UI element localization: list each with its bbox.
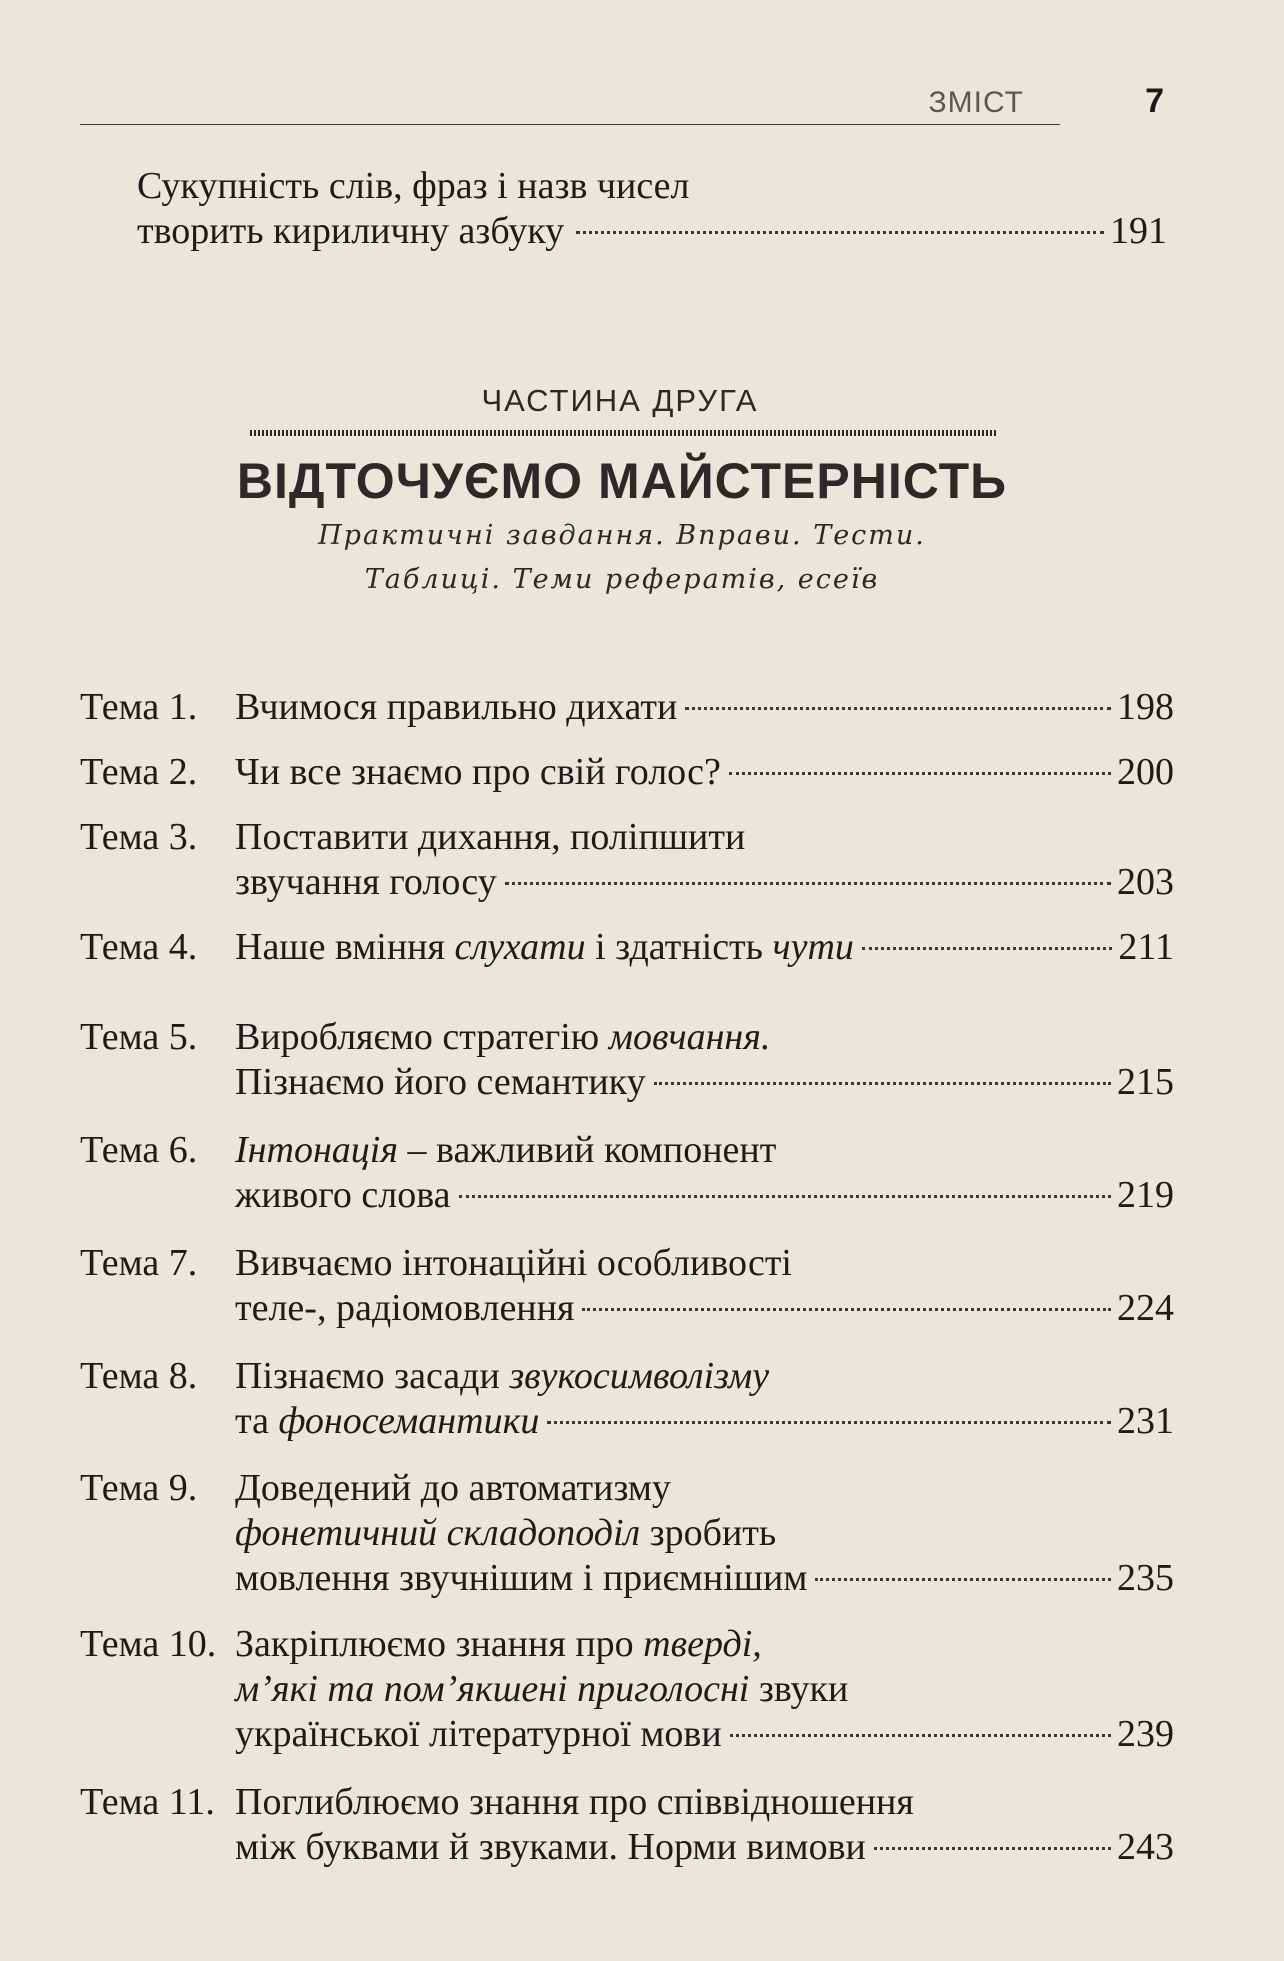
toc-entry-text [235, 1512, 776, 1554]
toc-entry-title [235, 1354, 1174, 1444]
emphasis-text: звукосимволізму [509, 1355, 770, 1397]
toc-entry-page: 211 [1118, 926, 1174, 968]
toc-entry-number: Тема 2. [80, 751, 198, 793]
part-label: ЧАСТИНА ДРУГА [481, 383, 759, 418]
toc-entry-number: Тема 1. [80, 686, 198, 728]
toc-entry-line-last [235, 1825, 1174, 1870]
toc-entry-title [235, 1780, 1174, 1870]
part-title: ВІДТОЧУЄМО МАЙСТЕРНІСТЬ [236, 453, 1008, 509]
part-subtitle [0, 514, 1244, 602]
toc-entry-page: 243 [1117, 1826, 1174, 1868]
toc-entry-line-last [235, 750, 1174, 795]
dot-leader [654, 1082, 1111, 1085]
toc-entry-text [235, 750, 721, 795]
toc-entry-text [235, 1399, 539, 1444]
toc-entry-text [235, 1712, 722, 1757]
toc-entry-line-last [235, 1060, 1174, 1105]
toc-entry-text [235, 685, 677, 730]
toc-entry-text [235, 1668, 848, 1710]
toc-entry-line-last [235, 1556, 1174, 1601]
toc-entry-text [235, 1242, 792, 1284]
toc-entry-text [235, 925, 854, 970]
toc-entry-text [235, 1060, 646, 1105]
toc-entry-page: 191 [1110, 210, 1167, 252]
toc-entry-title [235, 1622, 1174, 1757]
toc-entry-page: 224 [1117, 1287, 1174, 1329]
toc-entry-text: творить кириличну азбуку [137, 210, 565, 252]
plain-text: Закріплюємо знання про [235, 1623, 644, 1665]
section-title: ЗМІСТ [928, 86, 1024, 119]
toc-entry-line [235, 1780, 1174, 1825]
toc-entry-number: Тема 3. [80, 816, 198, 858]
toc-entry-text [235, 860, 497, 905]
toc-entry-page: 198 [1117, 686, 1174, 728]
plain-text: – важливий компонент [398, 1129, 777, 1171]
toc-entry-line-last [235, 1399, 1174, 1444]
plain-text: звуки [749, 1668, 849, 1710]
toc-entry-title [235, 815, 1174, 905]
plain-text: Вивчаємо інтонаційні особливості [235, 1242, 792, 1284]
toc-entry-line [235, 1667, 1174, 1712]
toc-entry-line-last [235, 860, 1174, 905]
toc-entry-page: 239 [1117, 1713, 1174, 1755]
running-header [80, 82, 1172, 126]
toc-entry-preceding [137, 164, 1167, 254]
toc-entry-number: Тема 11. [80, 1781, 215, 1823]
toc-entry-page: 231 [1117, 1400, 1174, 1442]
dot-leader [505, 882, 1111, 885]
header-rule [80, 124, 1060, 125]
plain-text: Виробляємо стратегію [235, 1016, 609, 1058]
dot-leader [582, 1308, 1111, 1311]
part-subtitle-line: Таблиці. Теми рефератів, есеїв [364, 564, 880, 595]
toc-entry-line [235, 1622, 1174, 1667]
toc-entry-number: Тема 5. [80, 1016, 198, 1058]
emphasis-text: фоносемантики [278, 1400, 540, 1442]
toc-entry-text [235, 1825, 866, 1870]
toc-entry-text [235, 1623, 762, 1665]
dot-leader [874, 1847, 1111, 1850]
toc-entry-line [235, 815, 1174, 860]
toc-entry-title [235, 1015, 1174, 1105]
toc-entry-title [235, 685, 1174, 730]
part-subtitle-line: Практичні завдання. Вправи. Тести. [318, 520, 926, 551]
emphasis-text: Інтонація [235, 1129, 399, 1171]
toc-entry-title [235, 925, 1174, 970]
toc-entry-line [235, 1466, 1174, 1511]
plain-text: Пізнаємо його семантику [235, 1061, 646, 1103]
plain-text: і здатність [585, 926, 773, 968]
dot-leader [730, 1734, 1111, 1737]
plain-text: української літературної мови [235, 1713, 722, 1755]
dot-leader [729, 772, 1111, 775]
dot-leader [547, 1421, 1111, 1424]
plain-text: та [235, 1400, 279, 1442]
emphasis-text: слухати [454, 926, 586, 968]
dot-leader [576, 231, 1104, 234]
toc-entry-line-last [235, 685, 1174, 730]
plain-text: зробить [640, 1512, 777, 1554]
toc-entry-line [235, 1241, 1174, 1286]
toc-entry-line [235, 1128, 1174, 1173]
toc-entry-text [235, 1129, 776, 1171]
toc-entry-number: Тема 7. [80, 1242, 198, 1284]
toc-entry-number: Тема 10. [80, 1623, 217, 1665]
toc-entry-line-last [235, 1173, 1174, 1218]
toc-entry-line-last [235, 925, 1174, 970]
plain-text: живого слова [235, 1174, 451, 1216]
toc-entry-line-last [235, 1712, 1174, 1757]
page-number: 7 [1145, 82, 1164, 120]
toc-entry-line [235, 1015, 1174, 1060]
toc-entry-line: Сукупність слів, фраз і назв чисел [137, 165, 690, 207]
toc-entry-title [235, 1466, 1174, 1601]
part-rule [250, 430, 996, 436]
toc-entry-page: 235 [1117, 1557, 1174, 1599]
toc-entry-page: 200 [1117, 751, 1174, 793]
emphasis-text: чути [772, 926, 854, 968]
plain-text: Чи все знаємо про свій голос? [235, 751, 721, 793]
plain-text: Поглиблюємо знання про співвідношення [235, 1781, 914, 1823]
plain-text: звучання голосу [235, 861, 497, 903]
dot-leader [685, 707, 1111, 710]
toc-entry-number: Тема 4. [80, 926, 198, 968]
toc-entry-title [235, 750, 1174, 795]
dot-leader [862, 947, 1112, 950]
toc-entry-line-last [137, 209, 1167, 254]
toc-entry-text [235, 1556, 807, 1601]
toc-entry-text [235, 1467, 671, 1509]
emphasis-text: тверді, [643, 1623, 762, 1665]
toc-entry-number: Тема 6. [80, 1129, 198, 1171]
plain-text: Доведений до автоматизму [235, 1467, 671, 1509]
emphasis-text: фонетичний складоподіл [235, 1512, 641, 1554]
toc-entry-text [235, 1355, 769, 1397]
dot-leader [459, 1195, 1111, 1198]
toc-entry-page: 219 [1117, 1174, 1174, 1216]
toc-entry-page: 203 [1117, 861, 1174, 903]
emphasis-text: мовчання. [608, 1016, 771, 1058]
plain-text: між буквами й звуками. Норми вимови [235, 1826, 866, 1868]
toc-entry-text [235, 1781, 914, 1823]
toc-entry-number: Тема 9. [80, 1467, 198, 1509]
emphasis-text: м’які та пом’якшені приголосні [235, 1668, 750, 1710]
toc-entry-number: Тема 8. [80, 1355, 198, 1397]
toc-entry-page: 215 [1117, 1061, 1174, 1103]
plain-text: Поставити дихання, поліпшити [235, 816, 746, 858]
toc-entry-line [235, 1511, 1174, 1556]
plain-text: Вчимося правильно дихати [235, 686, 678, 728]
toc-entry-line-last [235, 1286, 1174, 1331]
plain-text: Пізнаємо засади [235, 1355, 510, 1397]
plain-text: теле-, радіомовлення [235, 1287, 575, 1329]
plain-text: Наше вміння [235, 926, 455, 968]
toc-entry-line [235, 1354, 1174, 1399]
toc-entry-title [235, 1128, 1174, 1218]
toc-entry-text [235, 1173, 451, 1218]
toc-entry-title [235, 1241, 1174, 1331]
toc-entry-text [235, 1286, 574, 1331]
dot-leader [815, 1578, 1111, 1581]
toc-entry-text [235, 816, 745, 858]
plain-text: мовлення звучнішим і приємнішим [235, 1557, 808, 1599]
toc-entry-text [235, 1016, 770, 1058]
